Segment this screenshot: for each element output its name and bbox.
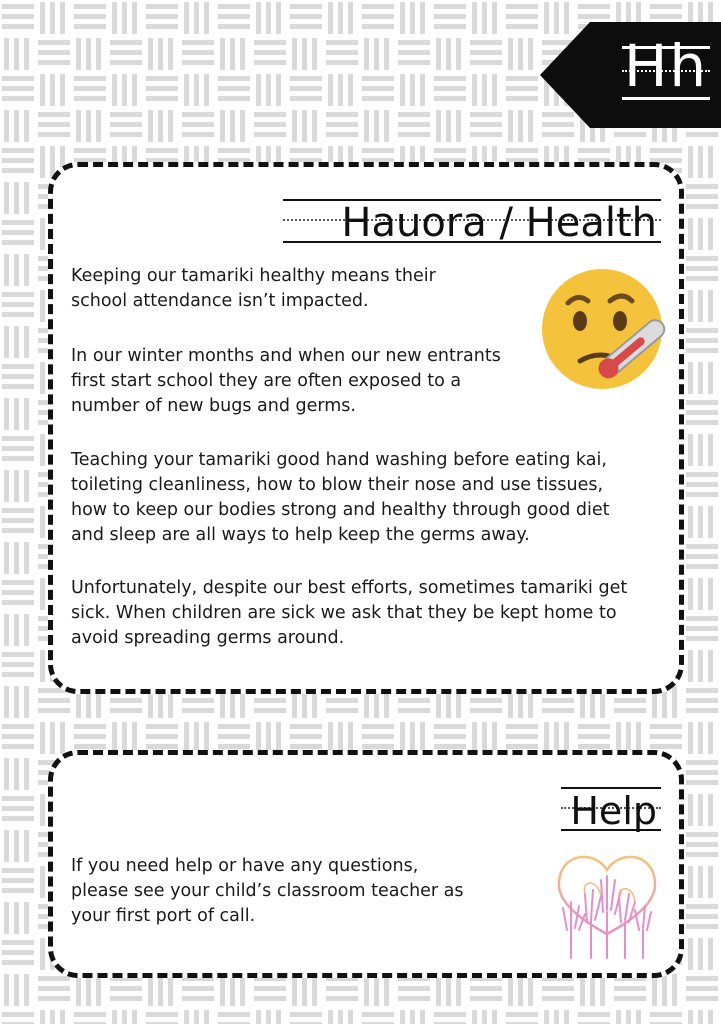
paragraph-3: Teaching your tamariki good hand washing before eating kai, toileting cleanliness, how to blow their nose and use tissues, how to keep our bodies strong and healthy through good diet and sleep are all ways to help keep the germs away.: [71, 450, 610, 545]
paragraph-1: Keeping our tamariki healthy means their school attendance isn’t impacted.: [71, 266, 436, 311]
section-title: Help: [570, 789, 657, 833]
health-card: [48, 162, 684, 694]
tab-letter: Hh: [623, 32, 709, 100]
paragraph-4: Unfortunately, despite our best efforts, sometimes tamariki get sick. When children are sick we ask that they be kept home to avoid spreading germs around.: [71, 578, 628, 648]
page-title: Hauora / Health: [341, 200, 657, 246]
raised-hands-heart-icon: [551, 850, 663, 960]
help-text: If you need help or have any questions, please see your child’s classroom teacher as your first port of call.: [71, 856, 464, 926]
help-card: [48, 750, 684, 978]
face-with-thermometer-icon: [540, 267, 668, 395]
paragraph-2: In our winter months and when our new entrants first start school they are often exposed to a number of new bugs and germs.: [71, 346, 501, 416]
